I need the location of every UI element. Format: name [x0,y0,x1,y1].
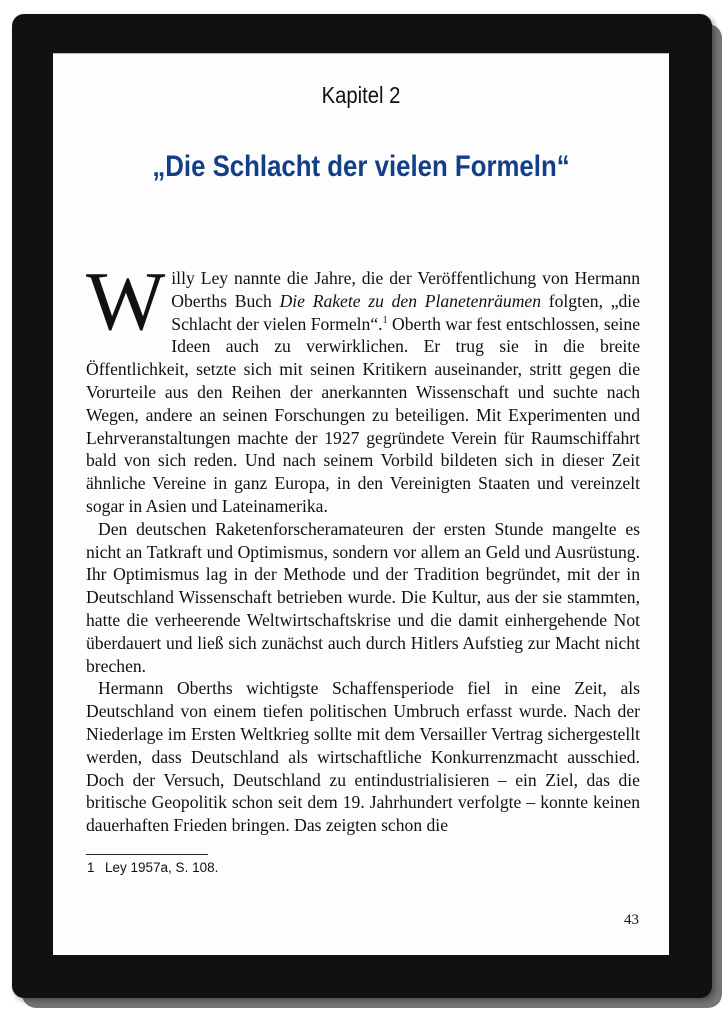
paragraph-1-text-a: illy Ley nannte die Jahre, die der Veröffentlichung von Hermann Oberths Buch [171,268,640,311]
chapter-title: „Die Schlacht der vielen Formeln“ [152,150,570,183]
book-page[interactable] [53,53,669,955]
page-number: 43 [624,912,639,928]
paragraph-2: Den deutschen Raketenforscheramateuren der ersten Stunde mangelte es nicht an Tatkraft und Optimismus, sondern vor allem an Geld und Ausrüstung. Ihr Optimismus lag in der Methode und der Tradition begründet, mit der in Deutschland Wissenschaft betrieben wurde. Die Kultur, aus der sie stammten, hatte die verheerende Weltwirtschaftskrise und die damit einhergehende Not überdauert und ließ sich zunächst auch durch Hitlers Aufstieg zur Macht nicht brechen. [86,518,640,676]
footnote [87,860,218,875]
paragraph-3: Hermann Oberths wichtigste Schaffensperiode fiel in eine Zeit, als Deutschland von einem tiefen politischen Umbruch erfasst wurde. Nach der Niederlage im Ersten Weltkrieg sollte mit dem Versailler Vertrag sichergestellt werden, dass Deutschland als wirtschaftliche Konkurrenzmacht ausschied. Doch der Versuch, Deutschland zu entindustrialisieren – ein Ziel, das die britische Geopolitik schon seit dem 19. Jahrhundert verfolgte – konnte keinen dauerhaften Frieden bringen. Das zeigten schon die [86,678,640,836]
footnote-text: Ley 1957a, S. 108. [105,860,219,875]
paragraph-1-text-b: folgten, „die Schlacht der vielen Formeln“. [171,290,640,334]
footnote-rule [86,854,208,855]
chapter-label: Kapitel 2 [321,82,401,108]
paragraph-1 [86,255,640,518]
drop-cap: W [86,255,166,348]
paragraph-1-text-c: Oberth war fest entschlossen, seine Ideen auch zu verwirklichen. Er trug sie in die breite Öffentlichkeit, setzte sich mit seinen Kritikern auseinander, stritt gegen die Vorurteile aus den Reihen der anerkannten Wissenschaft und suchte nach Wegen, andere an seinen Forschungen zu beteiligen. Mit Experimenten und Lehrveranstaltungen machte der 1927 gegründete Verein für Raumschiffahrt bald von sich reden. Und nach seinem Vorbild bildeten sich in dieser Zeit ähnliche Vereine in ganz Europa, in den Vereinigten Staaten und vereinzelt sogar in Asien und Lateinamerika. [86,313,640,516]
footnote-reference[interactable]: 1 [382,314,388,326]
body-text [86,255,640,837]
book-title-italic: Die Rakete zu den Planetenräumen [279,290,542,311]
footnote-number: 1 [87,860,95,875]
